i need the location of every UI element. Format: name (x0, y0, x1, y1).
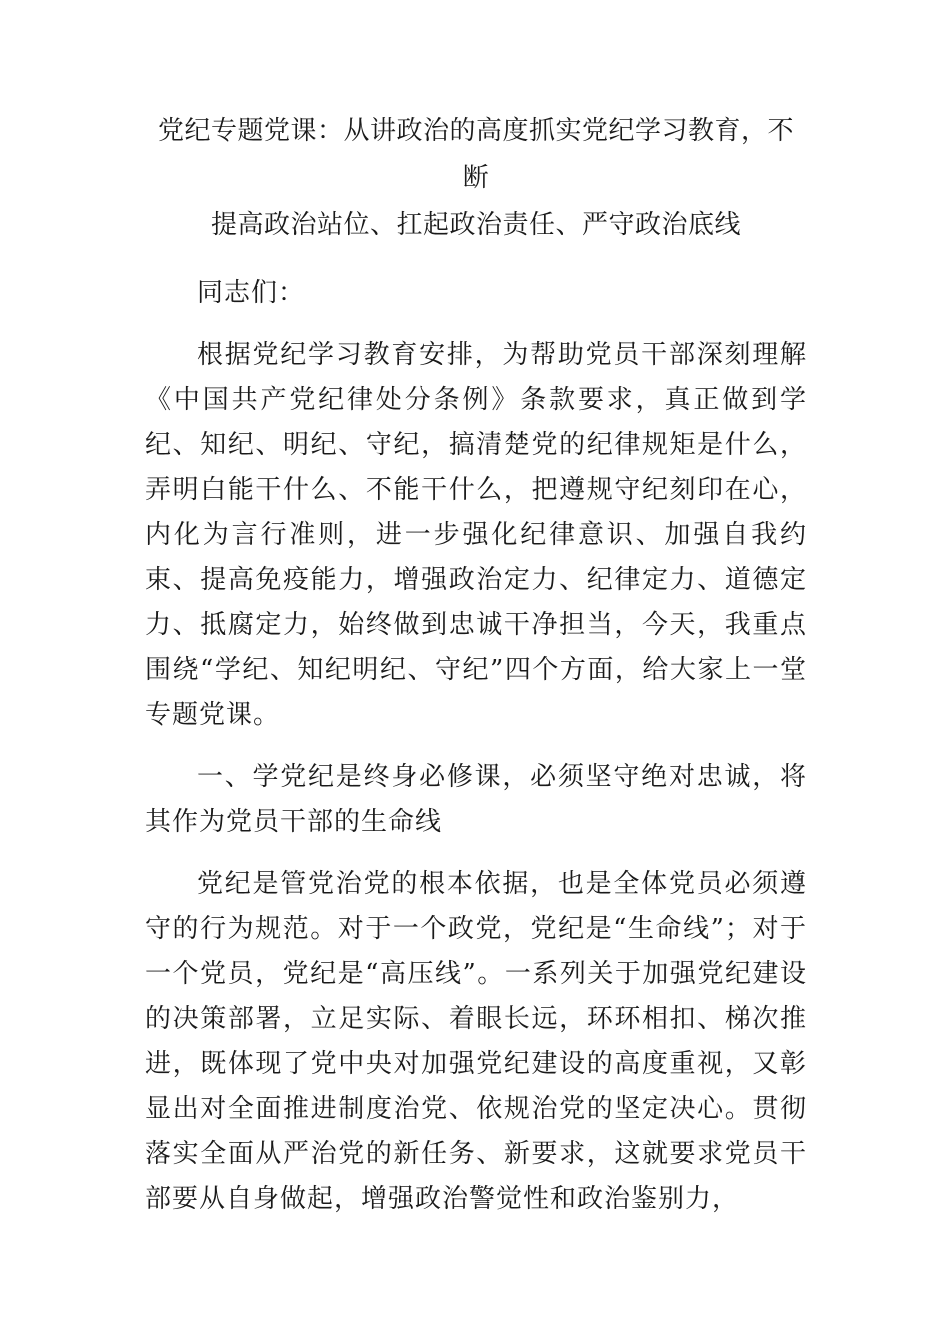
section-1-heading: 一、学党纪是终身必修课，必须坚守绝对忠诚，将其作为党员干部的生命线 (145, 762, 807, 837)
document-body (145, 108, 807, 1222)
intro-paragraph: 根据党纪学习教育安排，为帮助党员干部深刻理解《中国共产党纪律处分条例》条款要求，真正做到学纪、知纪、明纪、守纪，搞清楚党的纪律规矩是什么，弄明白能干什么、不能干什么，把遵规守纪刻印在心，内化为言行准则，进一步强化纪律意识、加强自我约束、提高免疫能力，增强政治定力、纪律定力、道德定力、抵腐定力，始终做到忠诚干净担当，今天，我重点围绕“学纪、知纪明纪、守纪”四个方面，给大家上一堂专题党课。 (145, 340, 807, 730)
title-line-1: 党纪专题党课：从讲政治的高度抓实党纪学习教育，不断 (157, 116, 794, 193)
section-1-paragraph: 党纪是管党治党的根本依据，也是全体党员必须遵守的行为规范。对于一个政党，党纪是“生命线”；对于一个党员，党纪是“高压线”。一系列关于加强党纪建设的决策部署，立足实际、着眼长远，环环相扣、梯次推进，既体现了党中央对加强党纪建设的高度重视，又彰显出对全面推进制度治党、依规治党的坚定决心。贯彻落实全面从严治党的新任务、新要求，这就要求党员干部要从自身做起，增强政治警觉性和政治鉴别力， (145, 869, 807, 1214)
document-title (145, 108, 807, 249)
title-line-2: 提高政治站位、扛起政治责任、严守政治底线 (210, 210, 741, 240)
salutation: 同志们： (197, 278, 306, 308)
